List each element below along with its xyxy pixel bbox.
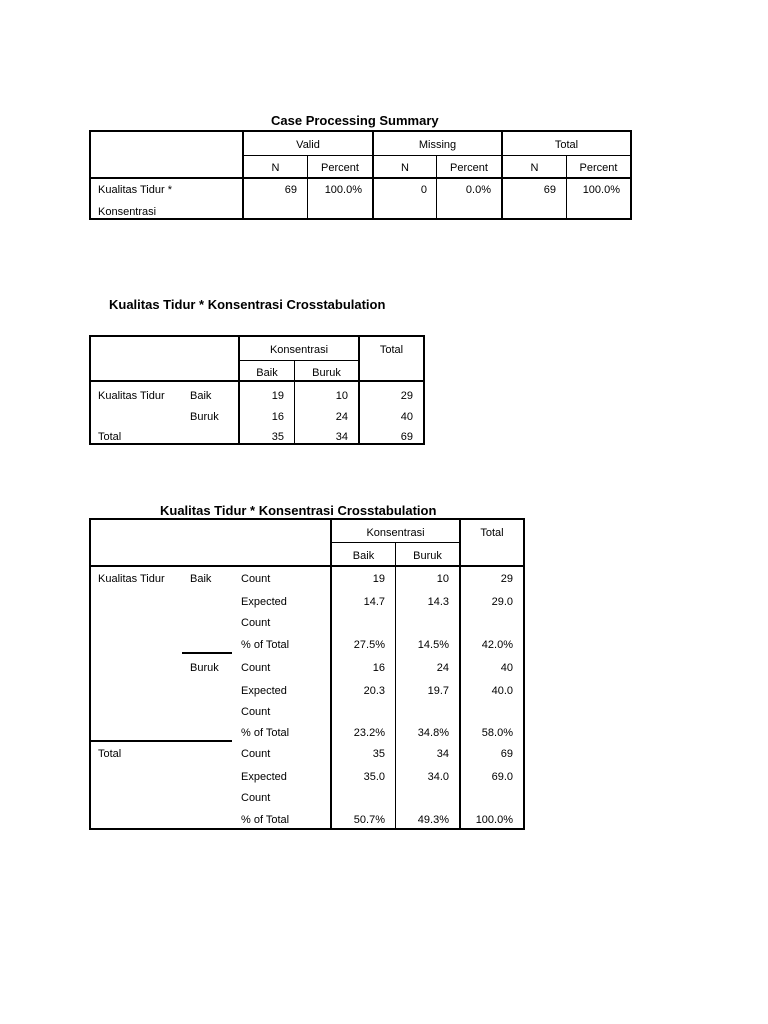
buruk-count-total: 40: [500, 662, 513, 674]
total-pct-baik: 50.7%: [353, 814, 385, 826]
header-total: Total: [554, 139, 579, 151]
crosstab1-col-baik: Baik: [256, 367, 278, 379]
total-count-baik: 35: [372, 748, 385, 760]
buruk-expected-buruk: 19.7: [427, 685, 449, 697]
total-count-total: 69: [500, 748, 513, 760]
buruk-pct-buruk: 34.8%: [417, 727, 449, 739]
crosstab2-col-group: Konsentrasi: [366, 527, 425, 539]
crosstab2-total-label: Total: [98, 748, 122, 760]
crosstab1-buruk-buruk: 24: [335, 411, 348, 423]
total-expected-baik: 35.0: [363, 771, 385, 783]
subheader-missing-percent: Percent: [450, 162, 488, 174]
total-count-buruk: 34: [436, 748, 449, 760]
stat-expected-count-label: Count: [241, 792, 271, 804]
crosstab2-baik-label: Baik: [190, 573, 212, 585]
total-expected-total: 69.0: [491, 771, 513, 783]
baik-expected-buruk: 14.3: [427, 596, 449, 608]
crosstab1-baik-baik: 19: [271, 390, 284, 402]
crosstab1-row-buruk-label: Buruk: [190, 411, 219, 423]
buruk-pct-baik: 23.2%: [353, 727, 385, 739]
baik-pct-total: 42.0%: [481, 639, 513, 651]
crosstab1-row-var: Kualitas Tidur: [98, 390, 165, 402]
buruk-expected-baik: 20.3: [363, 685, 385, 697]
crosstab1-buruk-total: 40: [400, 411, 413, 423]
stat-expected-label: Expected: [241, 771, 287, 783]
buruk-count-baik: 16: [372, 662, 385, 674]
crosstab1-title: Kualitas Tidur * Konsentrasi Crosstabulation: [109, 297, 386, 312]
row-label-line2: Konsentrasi: [98, 206, 157, 218]
baik-expected-baik: 14.7: [363, 596, 385, 608]
row-label-line1: Kualitas Tidur *: [98, 184, 172, 196]
baik-pct-baik: 27.5%: [353, 639, 385, 651]
crosstab1-buruk-baik: 16: [271, 411, 284, 423]
header-missing: Missing: [418, 139, 457, 151]
stat-count-label: Count: [241, 662, 271, 674]
value-valid-n: 69: [284, 184, 297, 196]
value-missing-n: 0: [420, 184, 427, 196]
crosstab1-row-baik-label: Baik: [190, 390, 212, 402]
value-missing-percent: 0.0%: [465, 184, 491, 196]
subheader-missing-n: N: [401, 162, 409, 174]
header-valid: Valid: [296, 139, 320, 151]
stat-pct-label: % of Total: [241, 727, 290, 739]
total-pct-buruk: 49.3%: [417, 814, 449, 826]
total-pct-total: 100.0%: [475, 814, 513, 826]
crosstab1-total-header: Total: [379, 344, 404, 356]
crosstab2-total-header: Total: [480, 527, 504, 539]
crosstab1-baik-total: 29: [400, 390, 413, 402]
buruk-count-buruk: 24: [436, 662, 449, 674]
buruk-expected-total: 40.0: [491, 685, 513, 697]
crosstab1-col-buruk: Buruk: [312, 367, 341, 379]
value-valid-percent: 100.0%: [324, 184, 362, 196]
value-total-percent: 100.0%: [582, 184, 620, 196]
stat-pct-label: % of Total: [241, 639, 290, 651]
total-expected-buruk: 34.0: [427, 771, 449, 783]
baik-count-total: 29: [500, 573, 513, 585]
crosstab1-col-group: Konsentrasi: [269, 344, 329, 356]
stat-expected-label: Expected: [241, 685, 287, 697]
stat-pct-label: % of Total: [241, 814, 290, 826]
crosstab2-row-var: Kualitas Tidur: [98, 573, 165, 585]
crosstab2-title: Kualitas Tidur * Konsentrasi Crosstabulation: [160, 503, 437, 518]
baik-count-buruk: 10: [436, 573, 449, 585]
baik-count-baik: 19: [372, 573, 385, 585]
subheader-valid-percent: Percent: [321, 162, 359, 174]
subheader-valid-n: N: [271, 162, 280, 174]
crosstab1-total-baik: 35: [271, 431, 284, 443]
crosstab2-col-buruk: Buruk: [413, 550, 442, 562]
subheader-total-percent: Percent: [579, 162, 618, 174]
value-total-n: 69: [543, 184, 556, 196]
crosstab1-total-total: 69: [400, 431, 413, 443]
crosstab1-total-label: Total: [98, 431, 122, 443]
stat-expected-count-label: Count: [241, 706, 271, 718]
stat-count-label: Count: [241, 573, 271, 585]
buruk-pct-total: 58.0%: [481, 727, 513, 739]
crosstab1-total-buruk: 34: [335, 431, 348, 443]
baik-pct-buruk: 14.5%: [417, 639, 449, 651]
stat-expected-label: Expected: [241, 596, 287, 608]
baik-expected-total: 29.0: [491, 596, 513, 608]
stat-expected-count-label: Count: [241, 617, 271, 629]
stat-count-label: Count: [241, 748, 271, 760]
crosstab2-col-baik: Baik: [352, 550, 375, 562]
case-summary-title: Case Processing Summary: [271, 113, 439, 128]
crosstab2-buruk-label: Buruk: [190, 662, 219, 674]
subheader-total-n: N: [530, 162, 539, 174]
crosstab1-baik-buruk: 10: [335, 390, 348, 402]
